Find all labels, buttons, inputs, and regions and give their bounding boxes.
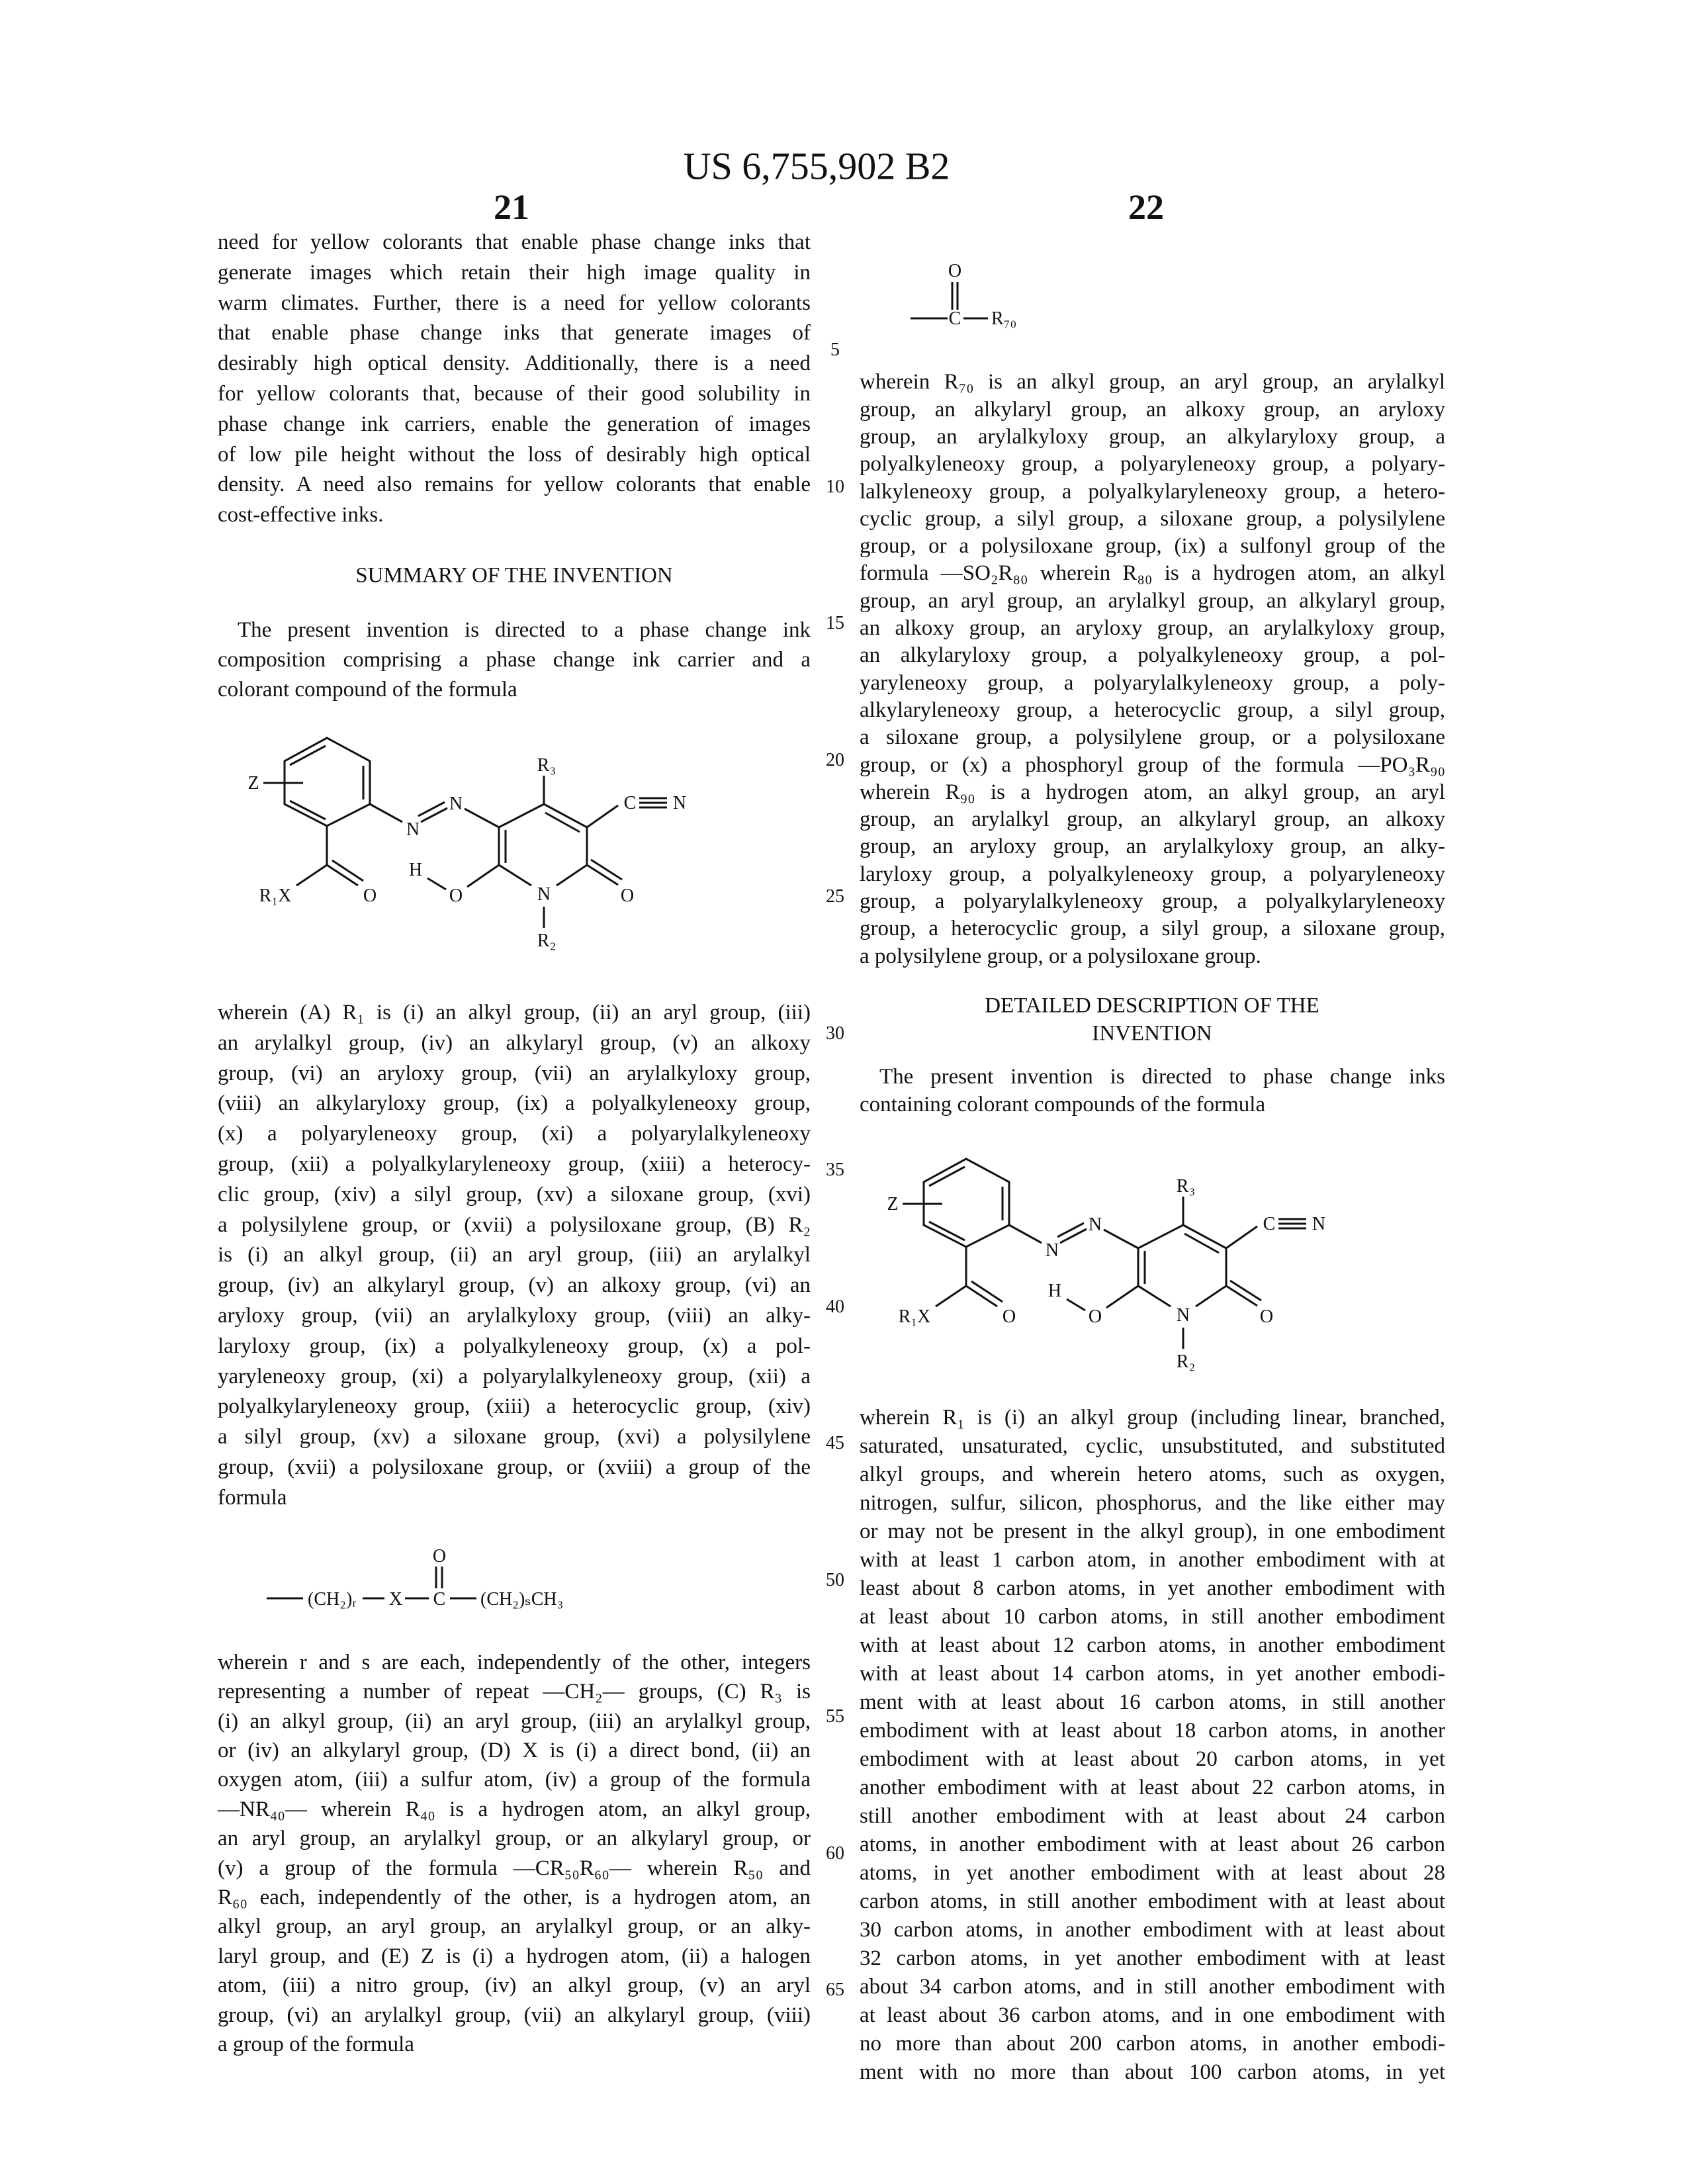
detailed-description-heading-2: INVENTION [1092,1022,1212,1046]
text-line: at least about 36 carbon atoms, and in one embodiment with [860,2001,1445,2030]
text-line: group, an alkylaryl group, an alkoxy group, an aryloxy [860,396,1445,424]
azo-n-label: N [449,794,463,814]
azo-double-bond [1057,1223,1084,1237]
text-line: R₆₀ each, independently of the other, is a hydrogen atom, an [218,1883,811,1912]
page-number-left: 21 [494,187,529,228]
text-line: or (iv) an alkylaryl group, (D) X is (i) a direct bond, (ii) an [218,1736,811,1765]
r2-label: R₂ [537,931,556,951]
text-line: The present invention is directed to phase change inks [860,1063,1445,1091]
r1x-label: R₁X [899,1306,931,1327]
text-line: laryloxy group, a polyalkyleneoxy group, a polyaryleneoxy [860,861,1445,888]
ester-bond [296,865,327,886]
text-line: still another embodiment with at least about 24 carbon [860,1802,1445,1831]
text-line: group, an arylalkyl group, an alkylaryl group, an alkoxy [860,806,1445,833]
r3-label: R₃ [1177,1176,1195,1197]
azo-bond [1104,1230,1138,1248]
text-line: laryloxy group, (ix) a polyalkyleneoxy group, (x) a pol- [218,1332,811,1362]
ester-bond [936,1286,966,1306]
text-line: about 34 carbon atoms, and in still another embodiment with [860,1973,1445,2001]
text-line: a silyl group, (xv) a siloxane group, (xvi) a polysilylene [218,1422,811,1453]
z-label: Z [887,1194,898,1214]
text-line: group, (xii) a polyalkylaryleneoxy group, (xiii) a heterocy- [218,1150,811,1180]
hydrogen-label: H [1048,1281,1061,1301]
text-line: phase change ink carriers, enable the generation of images [218,410,811,440]
text-line: a polysilylene group, or a polysiloxane group. [860,943,1445,970]
text-line: (i) an alkyl group, (ii) an aryl group, (iii) an arylalkyl group, [218,1707,811,1736]
text-line: a group of the formula [218,2030,811,2059]
summary-heading: SUMMARY OF THE INVENTION [355,564,672,588]
text-line: at least about 10 carbon atoms, in still another embodiment [860,1603,1445,1631]
text-line: density. A need also remains for yellow colorants that enable [218,470,811,500]
text-line: oxygen atom, (iii) a sulfur atom, (iv) a group of the formula [218,1765,811,1794]
text-line: The present invention is directed to a phase change ink [218,615,811,645]
text-line: ment with no more than about 100 carbon atoms, in yet [860,2058,1445,2087]
z-label: Z [247,773,259,794]
text-line: is (i) an alkyl group, (ii) an aryl group, (iii) an arylalkyl [218,1240,811,1271]
text-line: for yellow colorants that, because of their good solubility in [218,379,811,410]
text-line: with at least about 12 carbon atoms, in another embodiment [860,1631,1445,1660]
left-paragraph-3 [218,998,811,1514]
text-line: alkyl group, an aryl group, an arylalkyl group, or an alky- [218,1912,811,1941]
text-line: atom, (iii) a nitro group, (iv) an alkyl group, (v) an aryl [218,1971,811,2000]
c-label: C [949,308,961,329]
line-number: 40 [826,1297,844,1318]
text-line: group, or (x) a phosphoryl group of the formula —PO₃R₉₀ [860,752,1445,779]
text-line: another embodiment with at least about 22 carbon atoms, in [860,1774,1445,1802]
ch2r-label: (CH₂)ᵣ [308,1589,357,1610]
hydroxyl-bond [467,865,499,887]
text-line: an arylalkyl group, (iv) an alkylaryl group, (v) an alkoxy [218,1028,811,1059]
text-line: carbon atoms, in still another embodiment with at least about [860,1888,1445,1916]
h-bond [427,878,446,889]
line-number: 55 [826,1706,844,1727]
ring-o-label: O [1260,1306,1273,1327]
azo-bond [370,804,402,822]
text-line: generate images which retain their high image quality in [218,258,811,289]
r1x-label: R₁X [259,886,292,906]
ch2s-label: (CH₂)ₛCH₃ [480,1589,563,1610]
text-line: wherein r and s are each, independently of the other, integers [218,1648,811,1677]
cyano-c-label: C [624,793,637,813]
o-label: O [433,1546,446,1567]
colorant-structure-formula-2 [862,1136,1338,1374]
text-line: formula —SO₂R₈₀ wherein R₈₀ is a hydrogen atom, an alkyl [860,560,1445,587]
pyridone-ring [499,804,587,886]
cyano-c-label: C [1263,1214,1276,1234]
line-number: 35 [826,1160,844,1181]
text-line: polyalkyleneoxy group, a polyaryleneoxy group, a polyary- [860,451,1445,478]
text-line: nitrogen, sulfur, silicon, phosphorus, and the like either may [860,1489,1445,1518]
text-line: embodiment with at least about 20 carbon atoms, in yet [860,1745,1445,1774]
azo-double-bond [418,802,445,816]
text-line: of low pile height without the loss of desirably high optical [218,440,811,471]
text-line: desirably high optical density. Additionally, there is a need [218,349,811,379]
text-line: that enable phase change inks that generate images of [218,318,811,349]
text-line: atoms, in yet another embodiment with at least about 28 [860,1859,1445,1888]
text-line: wherein (A) R₁ is (i) an alkyl group, (ii) an aryl group, (iii) [218,998,811,1028]
line-number: 25 [826,886,844,907]
line-number: 20 [826,750,844,771]
text-line: lalkyleneoxy group, a polyalkylaryleneoxy group, a hetero- [860,478,1445,506]
text-line: no more than about 200 carbon atoms, in another embodi- [860,2030,1445,2058]
text-line: —NR₄₀— wherein R₄₀ is a hydrogen atom, an alkyl group, [218,1795,811,1824]
azo-bond [465,809,499,827]
left-paragraph-1 [218,228,811,531]
text-line: containing colorant compounds of the formula [860,1091,1445,1118]
azo-n-label: N [1046,1240,1059,1261]
azo-double-bond [1060,1229,1087,1243]
text-line: polyalkylaryleneoxy group, (xiii) a heterocyclic group, (xiv) [218,1392,811,1422]
right-paragraph-1 [860,369,1445,970]
text-line: group, (vi) an aryloxy group, (vii) an arylalkyloxy group, [218,1059,811,1089]
text-line: atoms, in another embodiment with at least about 26 carbon [860,1831,1445,1859]
ester-o-label: O [1003,1306,1016,1327]
hydroxyl-o-label: O [449,886,463,906]
right-paragraph-2 [860,1063,1445,1118]
text-line: alkyl groups, and wherein hetero atoms, such as oxygen, [860,1461,1445,1489]
page-number-right: 22 [1128,187,1164,228]
text-line: a siloxane group, a polysilylene group, or a polysiloxane [860,724,1445,751]
right-paragraph-3 [860,1404,1445,2087]
text-line: group, a polyarylalkyleneoxy group, a polyalkylaryleneoxy [860,888,1445,915]
hydrogen-label: H [409,860,422,880]
text-line: yaryleneoxy group, (xi) a polyarylalkyleneoxy group, (xii) a [218,1362,811,1392]
text-line: (x) a polyaryleneoxy group, (xi) a polyarylalkyleneoxy [218,1119,811,1150]
cyano-bond [587,805,618,827]
left-paragraph-2 [218,615,811,705]
line-number: 5 [830,340,840,361]
text-line: group, (vi) an arylalkyl group, (vii) an alkylaryl group, (viii) [218,2001,811,2030]
cyano-n-label: N [673,793,686,813]
text-line: with at least about 14 carbon atoms, in yet another embodi- [860,1660,1445,1688]
line-number: 15 [826,613,844,634]
text-line: group, an aryl group, an arylalkyl group, an alkylaryl group, [860,588,1445,615]
text-line: colorant compound of the formula [218,675,811,705]
acyl-group-formula [900,251,1046,338]
text-line: warm climates. Further, there is a need for yellow colorants [218,289,811,319]
ester-o-label: O [363,886,377,906]
text-line: an alkoxy group, an aryloxy group, an arylalkyloxy group, [860,615,1445,642]
line-number: 60 [826,1843,844,1864]
cyano-n-label: N [1312,1214,1325,1234]
azo-n-label: N [1089,1214,1102,1235]
text-line: group, an arylalkyloxy group, an alkylaryloxy group, a [860,424,1445,451]
text-line: representing a number of repeat —CH₂— groups, (C) R₃ is [218,1677,811,1706]
o-label: O [948,261,961,281]
text-line: group, a heterocyclic group, a silyl group, a siloxane group, [860,915,1445,942]
left-paragraph-4 [218,1648,811,2060]
text-line: embodiment with at least about 18 carbon atoms, in another [860,1717,1445,1745]
text-line: 30 carbon atoms, in another embodiment with at least about [860,1916,1445,1944]
r70-label: R₇₀ [991,308,1016,329]
text-line: laryl group, and (E) Z is (i) a hydrogen atom, (ii) a halogen [218,1942,811,1971]
text-line: wherein R₉₀ is a hydrogen atom, an alkyl group, an aryl [860,779,1445,806]
hydroxyl-o-label: O [1089,1306,1102,1327]
line-number: 30 [826,1023,844,1044]
line-number: 65 [826,1979,844,2001]
r2-label: R₂ [1177,1351,1195,1372]
text-line: group, (iv) an alkylaryl group, (v) an alkoxy group, (vi) an [218,1271,811,1301]
text-line: cost-effective inks. [218,500,811,531]
double-bond [1184,1234,1219,1253]
patent-number: US 6,755,902 B2 [684,144,950,189]
r3-label: R₃ [537,755,556,776]
text-line: group, or a polysiloxane group, (ix) a sulfonyl group of the [860,533,1445,560]
pyridone-ring [1138,1225,1226,1306]
c-label: C [433,1589,446,1610]
text-line: or may not be present in the alkyl group), in one embodiment [860,1518,1445,1546]
text-line: 32 carbon atoms, in yet another embodiment with at least [860,1944,1445,1973]
text-line: group, (xvii) a polysiloxane group, or (xviii) a group of the [218,1453,811,1483]
text-line: clic group, (xiv) a silyl group, (xv) a siloxane group, (xvi) [218,1180,811,1210]
detailed-description-heading: DETAILED DESCRIPTION OF THE [985,994,1319,1019]
cyano-bond [1226,1226,1257,1248]
colorant-structure-formula [222,715,699,953]
text-line: group, an aryloxy group, an arylalkyloxy group, an alky- [860,833,1445,860]
text-line: wherein R₇₀ is an alkyl group, an aryl group, an arylalkyl [860,369,1445,396]
text-line: yaryleneoxy group, a polyarylalkyleneoxy group, a poly- [860,670,1445,697]
text-line: an alkylaryloxy group, a polyalkyleneoxy group, a pol- [860,642,1445,669]
x-label: X [389,1589,402,1610]
text-line: formula [218,1483,811,1514]
azo-n-label: N [406,819,420,840]
ester-group-formula [251,1535,596,1621]
text-line: with at least 1 carbon atom, in another embodiment with at [860,1546,1445,1574]
h-bond [1067,1299,1085,1310]
text-line: (viii) an alkylaryloxy group, (ix) a polyalkyleneoxy group, [218,1089,811,1119]
hydroxyl-bond [1106,1286,1138,1308]
text-line: cyclic group, a silyl group, a siloxane group, a polysilylene [860,506,1445,533]
text-line: need for yellow colorants that enable phase change inks that [218,228,811,258]
text-line: saturated, unsaturated, cyclic, unsubstituted, and substituted [860,1432,1445,1461]
text-line: wherein R₁ is (i) an alkyl group (including linear, branched, [860,1404,1445,1432]
text-line: alkylaryleneoxy group, a heterocyclic group, a silyl group, [860,697,1445,724]
ring-n-label: N [1177,1305,1190,1326]
azo-double-bond [421,808,447,822]
text-line: least about 8 carbon atoms, in yet another embodiment with [860,1574,1445,1603]
line-number: 10 [826,477,844,498]
text-line: aryloxy group, (vii) an arylalkyloxy group, (viii) an alky- [218,1301,811,1332]
text-line: an aryl group, an arylalkyl group, or an alkylaryl group, or [218,1824,811,1853]
double-bond [545,813,580,832]
ring-o-label: O [621,886,634,906]
line-number: 50 [826,1570,844,1591]
text-line: ment with at least about 16 carbon atoms, in still another [860,1688,1445,1717]
ring-n-label: N [537,884,551,905]
text-line: (v) a group of the formula —CR₅₀R₆₀— wherein R₅₀ and [218,1854,811,1883]
text-line: a polysilylene group, or (xvii) a polysiloxane group, (B) R₂ [218,1210,811,1241]
line-number: 45 [826,1433,844,1454]
text-line: composition comprising a phase change ink carrier and a [218,645,811,675]
azo-bond [1009,1225,1042,1243]
